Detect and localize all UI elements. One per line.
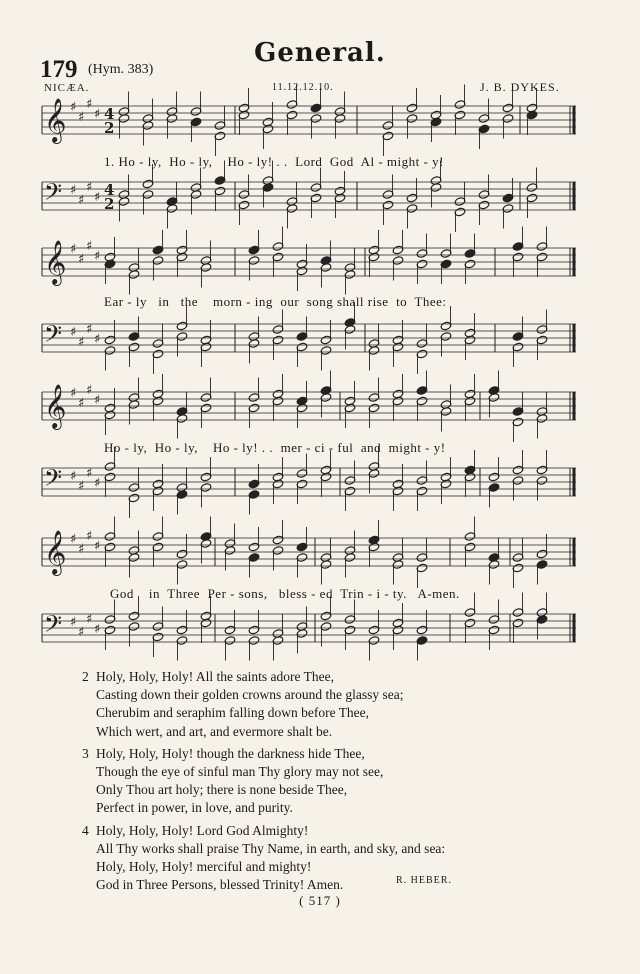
sharp-icon: ♯	[70, 615, 77, 630]
sharp-icon: ♯	[78, 542, 85, 557]
sharp-icon: ♯	[94, 190, 101, 205]
verse-line: Though the eye of sinful man Thy glory may not see,	[96, 764, 384, 780]
verse-line: God in Three Persons, blessed Trinity! Amen.	[96, 877, 344, 893]
music-system-1	[40, 98, 578, 228]
composer: J. B. DYKES.	[480, 80, 560, 94]
sharp-icon: ♯	[94, 249, 101, 264]
sharp-icon: ♯	[94, 332, 101, 347]
sharp-icon: ♯	[86, 529, 93, 544]
sharp-icon: ♯	[94, 107, 101, 122]
lyric-line-1: 1. Ho - ly, Ho - ly, Ho - ly! . . Lord God Al - might - y!	[104, 154, 444, 169]
sharp-icon: ♯	[86, 466, 93, 481]
meter: 11.12.12.10.	[272, 82, 334, 93]
verse-number: 2	[82, 669, 89, 684]
hymn-reference: (Hym. 383)	[88, 62, 154, 77]
lyric-line-2: Ear - ly in the morn - ing our song shall rise to Thee:	[104, 294, 447, 309]
page-number: ( 517 )	[299, 893, 341, 908]
sharp-icon: ♯	[70, 532, 77, 547]
lyric-line-3: Ho - ly, Ho - ly, Ho - ly! . . mer - ci - ful and might - y!	[104, 440, 446, 455]
sharp-icon: ♯	[94, 622, 101, 637]
author: R. HEBER.	[396, 875, 452, 886]
section-title: General.	[254, 38, 386, 68]
sharp-icon: ♯	[78, 479, 85, 494]
verse-number: 4	[82, 822, 89, 838]
sharp-icon: ♯	[94, 393, 101, 408]
music-system-4	[40, 530, 578, 660]
verse-3	[82, 745, 445, 818]
bass-clef-icon: 𝄢	[44, 610, 63, 643]
sharp-icon: ♯	[70, 242, 77, 257]
treble-clef-icon: 𝄞	[44, 240, 67, 284]
verse-line: Holy, Holy, Holy! though the darkness hide Thee,	[96, 745, 365, 761]
additional-verses	[82, 668, 445, 894]
verse-number: 3	[82, 745, 89, 761]
sharp-icon: ♯	[70, 100, 77, 115]
treble-clef-icon: 𝄞	[44, 530, 67, 574]
sharp-icon: ♯	[78, 335, 85, 350]
treble-clef-icon: 𝄞	[44, 98, 67, 142]
music-system-2	[40, 240, 578, 370]
sharp-icon: ♯	[78, 396, 85, 411]
verse-line: Perfect in power, in love, and purity.	[96, 800, 293, 816]
music-system-3	[40, 384, 578, 514]
bass-clef-icon: 𝄢	[44, 464, 63, 497]
hymn-number: 179	[40, 56, 78, 83]
verse-line: Which wert, and art, and evermore shalt be.	[96, 723, 333, 739]
sharp-icon: ♯	[78, 252, 85, 267]
verse-line: Only Thou art holy; there is none beside Thee,	[96, 782, 348, 798]
tune-name: NICÆA.	[44, 82, 90, 94]
bass-clef-icon: 𝄢	[44, 178, 63, 211]
sharp-icon: ♯	[94, 476, 101, 491]
sharp-icon: ♯	[78, 110, 85, 125]
time-signature-bottom: 2	[104, 195, 115, 213]
verse-line: Holy, Holy, Holy! All the saints adore Thee,	[96, 669, 334, 684]
sharp-icon: ♯	[70, 469, 77, 484]
time-signature-bottom: 2	[104, 119, 115, 137]
time-signature-top: 4	[104, 181, 115, 199]
treble-clef-icon: 𝄞	[44, 384, 67, 428]
sharp-icon: ♯	[86, 239, 93, 254]
bass-clef-icon: 𝄢	[44, 320, 63, 353]
sharp-icon: ♯	[86, 97, 93, 112]
sharp-icon: ♯	[78, 193, 85, 208]
verse-4	[82, 822, 445, 895]
sharp-icon: ♯	[70, 183, 77, 198]
sharp-icon: ♯	[86, 612, 93, 627]
sharp-icon: ♯	[70, 386, 77, 401]
sharp-icon: ♯	[86, 383, 93, 398]
verse-2	[82, 668, 445, 741]
sharp-icon: ♯	[70, 325, 77, 340]
sharp-icon: ♯	[86, 180, 93, 195]
lyric-line-4: God in Three Per - sons, bless - ed Trin - i - ty. A-men.	[110, 586, 460, 601]
sharp-icon: ♯	[86, 322, 93, 337]
verse-line: All Thy works shall praise Thy Name, in earth, and sky, and sea:	[96, 840, 446, 856]
sharp-icon: ♯	[78, 625, 85, 640]
verse-line: Holy, Holy, Holy! merciful and mighty!	[96, 859, 312, 875]
verse-line: Cherubim and seraphim falling down before Thee,	[96, 705, 370, 721]
verse-line: Holy, Holy, Holy! Lord God Almighty!	[96, 822, 309, 838]
sharp-icon: ♯	[94, 539, 101, 554]
verse-line: Casting down their golden crowns around the glassy sea;	[96, 687, 404, 703]
time-signature-top: 4	[104, 105, 115, 123]
